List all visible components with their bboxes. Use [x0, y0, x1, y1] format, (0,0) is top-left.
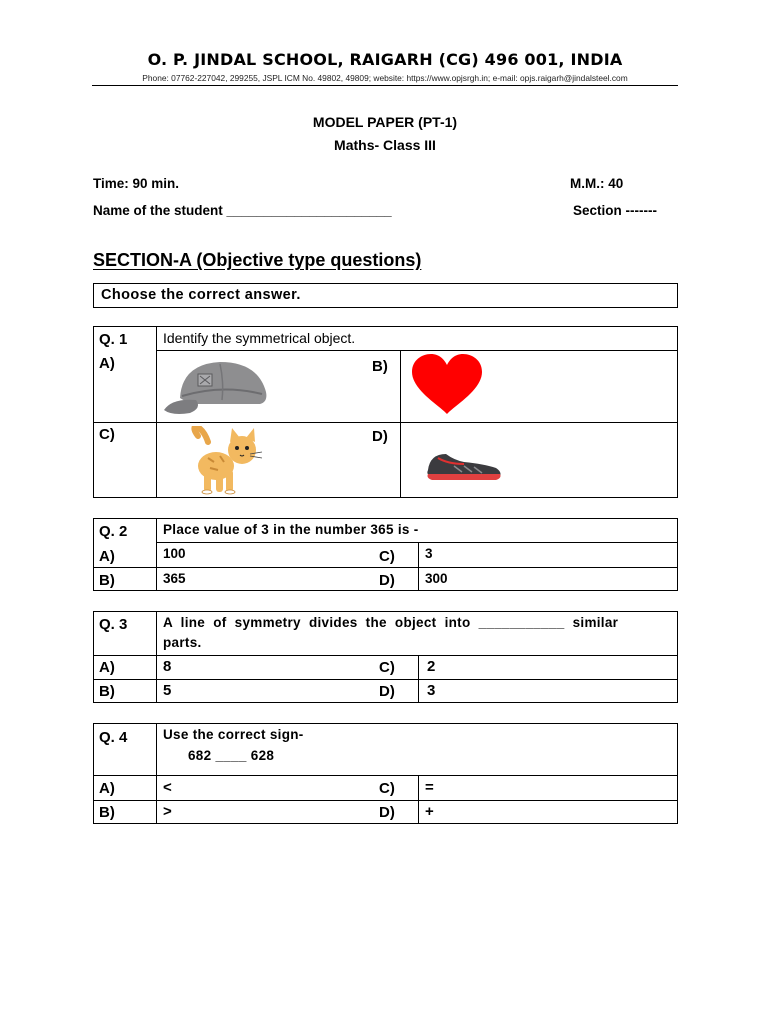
q1-option-a[interactable]: A) [99, 355, 115, 372]
heart-icon [410, 354, 484, 416]
instruction-box [93, 283, 678, 308]
q2-answer-b: 365 [163, 571, 186, 586]
q2-text: Place value of 3 in the number 365 is - [163, 522, 419, 537]
q3-option-d[interactable]: D) [379, 683, 395, 700]
q4-text-line1: Use the correct sign- [163, 727, 304, 742]
q3-answer-b: 5 [163, 682, 172, 699]
header-divider [92, 85, 678, 86]
q4-option-d[interactable]: D) [379, 804, 395, 821]
section-a-heading: SECTION-A (Objective type questions) [93, 250, 422, 270]
time-label: Time: 90 min. [93, 176, 180, 191]
q1-option-b[interactable]: B) [372, 358, 388, 375]
q4-option-a[interactable]: A) [99, 780, 115, 797]
q4-answer-d: + [425, 803, 434, 820]
q3-label: Q. 3 [99, 616, 128, 633]
q4-answer-b: > [163, 803, 172, 820]
q1-option-d[interactable]: D) [372, 428, 388, 445]
q4-text-line2: 682 ____ 628 [188, 748, 275, 763]
q1-option-c[interactable]: C) [99, 426, 115, 443]
instruction-text: Choose the correct answer. [101, 287, 301, 303]
q3-option-c[interactable]: C) [379, 659, 395, 676]
q4-option-b[interactable]: B) [99, 804, 115, 821]
school-contact: Phone: 07762-227042, 299255, JSPL ICM No. 49802, 49809; website: https://www.opjsrgh.in; e-mail: opjs.raigarh@jindalsteel.com [142, 73, 628, 83]
q3-text-line1: A line of symmetry divides the object into ___________ similar [163, 615, 619, 630]
school-name: O. P. JINDAL SCHOOL, RAIGARH (CG) 496 001, INDIA [147, 50, 623, 69]
q3-answer-d: 3 [427, 682, 436, 699]
max-marks-label: M.M.: 40 [570, 176, 624, 191]
q3-option-a[interactable]: A) [99, 659, 115, 676]
q3-answer-a: 8 [163, 658, 172, 675]
q2-option-d[interactable]: D) [379, 572, 395, 589]
cap-icon [162, 358, 276, 416]
paper-subtitle: Maths- Class III [334, 137, 436, 153]
q1-label: Q. 1 [99, 331, 128, 348]
q2-option-b[interactable]: B) [99, 572, 115, 589]
q3-option-b[interactable]: B) [99, 683, 115, 700]
q4-answer-a: < [163, 779, 172, 796]
q2-label: Q. 2 [99, 523, 128, 540]
shoe-icon [424, 448, 504, 482]
q2-option-c[interactable]: C) [379, 548, 395, 565]
paper-title: MODEL PAPER (PT-1) [312, 114, 458, 130]
q3-text-line2: parts. [163, 635, 202, 650]
q2-answer-d: 300 [425, 571, 448, 586]
cat-icon [190, 426, 270, 496]
q2-answer-c: 3 [425, 546, 433, 561]
q4-label: Q. 4 [99, 729, 128, 746]
q3-answer-c: 2 [427, 658, 436, 675]
q4-option-c[interactable]: C) [379, 780, 395, 797]
q1-text: Identify the symmetrical object. [163, 330, 356, 346]
student-name-field: Name of the student ______________________ [93, 203, 392, 218]
q2-answer-a: 100 [163, 546, 186, 561]
q4-answer-c: = [425, 779, 434, 796]
q2-option-a[interactable]: A) [99, 548, 115, 565]
section-field: Section ------- [573, 203, 657, 218]
